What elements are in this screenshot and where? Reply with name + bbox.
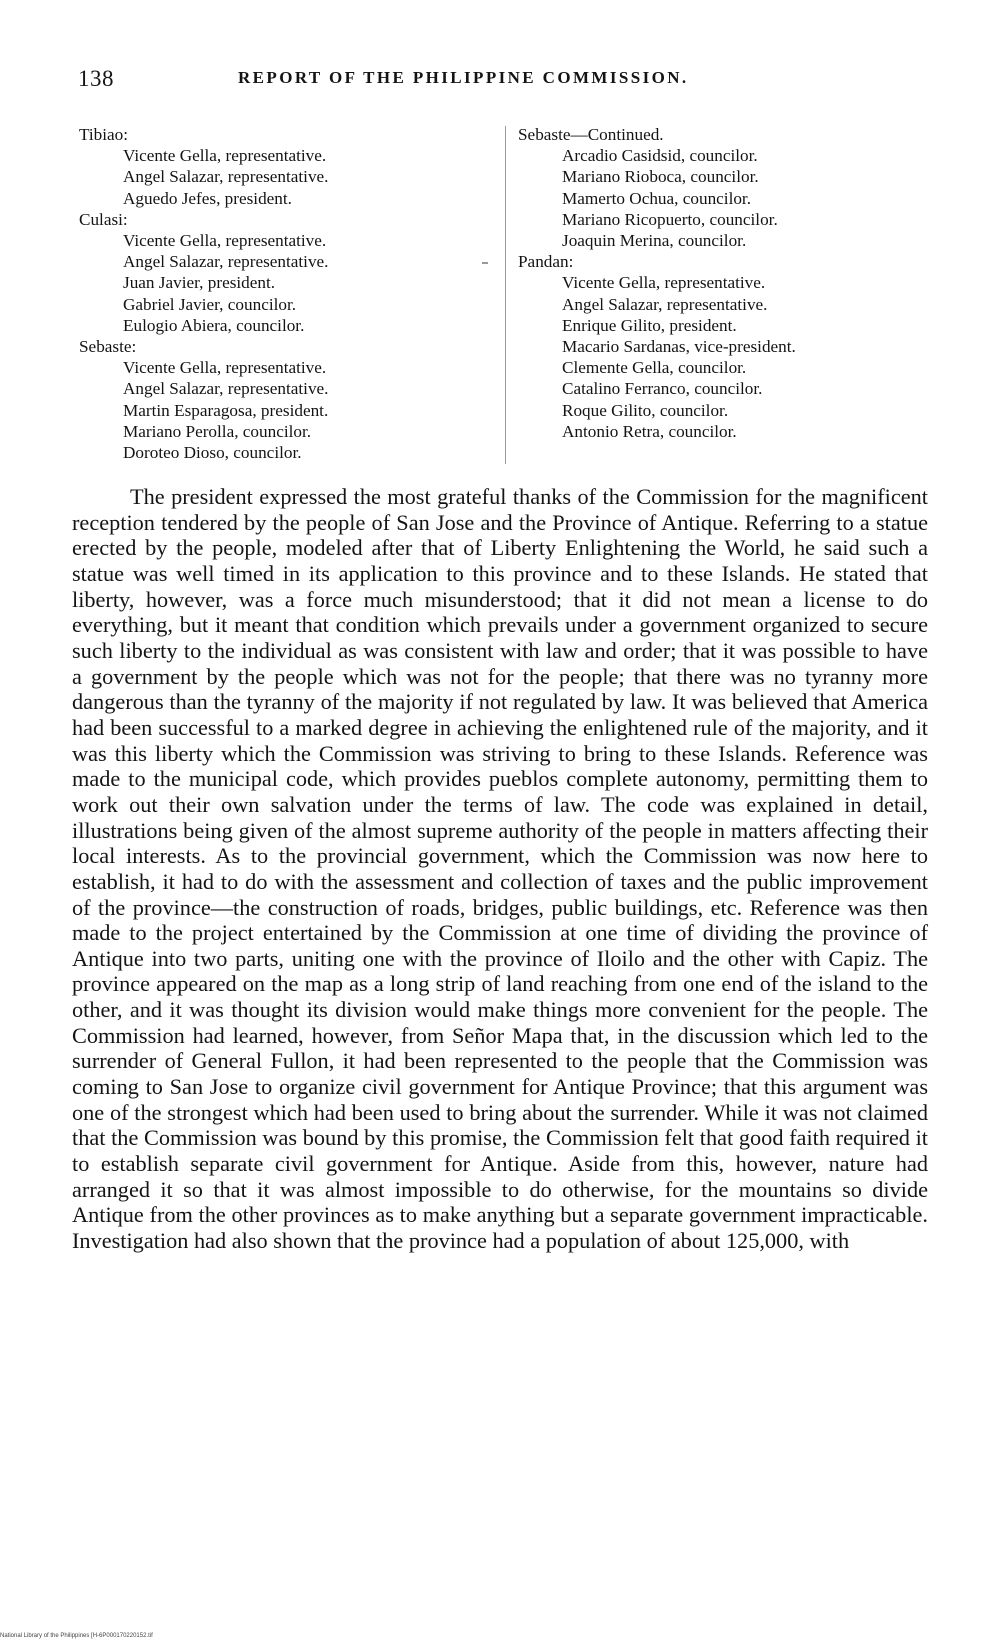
member-entry: Angel Salazar, representative. xyxy=(123,252,329,272)
member-entry: Mariano Ricopuerto, councilor. xyxy=(562,209,778,229)
member-entry: Mariano Rioboca, councilor. xyxy=(562,167,759,187)
member-entry: Gabriel Javier, councilor. xyxy=(123,294,297,314)
member-entry: Aguedo Jefes, president. xyxy=(123,188,292,208)
place-heading: Sebaste: xyxy=(79,337,137,357)
body-paragraph: The president expressed the most grateful thanks of the Commission for the magnificent reception tendered by the people of San Jose and the Province of Antique. Referring to a statue erected by the people, modeled after that of Liberty Enlightening the World, he said such a statue was well timed in its application to this province and to these Islands. He stated that liberty, however, was a force much misunderstood; that it did not mean a license to do everything, but it meant that condition which prevails under a government organized to secure such liberty to the individual as was consistent with law and order; that it was possible to have a government by the people which was not for the people; that there was no tyranny more dangerous than the tyranny of the majority if not regulated by law. It was believed that America had been successful to a marked degree in achieving the enlightened rule of the majority, and it was this liberty which the Commission was striving to bring to these Islands. Reference was made to the municipal code, which provides pueblos complete autonomy, permitting them to work out their own salvation under the terms of law. The code was explained in detail, illustrations being given of the almost supreme authority of the people in matters affecting their local interests. As to the provincial government, which the Commission was now here to establish, it had to do with the assessment and collection of taxes and the public improvement of the province—the construction of roads, bridges, public buildings, etc. Reference was then made to the project entertained by the Commission at one time of dividing the province of Antique into two parts, uniting one with the province of Iloilo and the other with Capiz. The province appeared on the map as a long strip of land reaching from one end of the island to the other, and it was thought its division would make things more convenient for the people. The Commission had learned, however, from Señor Mapa that, in the discussion which led to the surrender of General Fullon, it had been represented to the people that the Commission was coming to San Jose to organize civil government for Antique Province; that this argument was one of the strongest which had been used to bring about the surrender. While it was not claimed that the Commission was bound by this promise, the Commission felt that good faith required it to establish separate civil government for Antique. Aside from this, however, nature had arranged it so that it was almost impossible to do otherwise, for the mountains so divide Antique from the other provinces as to make anything but a separate government impracticable. Investigation had also shown that the province had a population of about 125,000, with xyxy=(72,484,928,1254)
member-entry: Angel Salazar, representative. xyxy=(123,167,329,187)
member-entry: Eulogio Abiera, councilor. xyxy=(123,315,305,335)
place-heading: Sebaste—Continued. xyxy=(518,125,664,144)
member-entry: Antonio Retra, councilor. xyxy=(562,421,737,441)
member-entry: Vicente Gella, representative. xyxy=(562,273,766,293)
member-entry: Doroteo Dioso, councilor. xyxy=(123,443,302,463)
member-entry: Angel Salazar, representative. xyxy=(123,379,329,399)
member-entry: Arcadio Casidsid, councilor. xyxy=(562,146,758,166)
page-number: 138 xyxy=(78,66,114,91)
member-entry: Vicente Gella, representative. xyxy=(123,146,327,166)
member-entry: Vicente Gella, representative. xyxy=(123,231,327,251)
member-entry: Joaquin Merina, councilor. xyxy=(562,231,747,251)
place-heading: Culasi: xyxy=(79,209,128,229)
member-entry: Enrique Gilito, president. xyxy=(562,315,737,335)
member-entry: Macario Sardanas, vice-president. xyxy=(562,337,796,357)
right-column xyxy=(518,124,938,442)
member-entry: Mariano Perolla, councilor. xyxy=(123,421,312,441)
member-entry: Angel Salazar, representative. xyxy=(562,294,768,314)
member-entry: Martin Esparagosa, president. xyxy=(123,400,329,420)
dash-mark xyxy=(482,262,488,264)
place-heading: Tibiao: xyxy=(79,125,129,144)
scan-footer: National Library of the Philippines [H-6P000170220152.tif xyxy=(0,1633,153,1639)
column-divider xyxy=(505,126,506,464)
member-entry: Roque Gilito, councilor. xyxy=(562,400,729,420)
place-heading: Pandan: xyxy=(518,252,574,272)
page-header xyxy=(78,66,778,100)
member-entry: Clemente Gella, councilor. xyxy=(562,358,747,378)
member-entry: Juan Javier, president. xyxy=(123,273,276,293)
running-title: REPORT OF THE PHILIPPINE COMMISSION. xyxy=(238,68,689,87)
member-entry: Catalino Ferranco, councilor. xyxy=(562,379,763,399)
left-column xyxy=(79,124,489,463)
member-entry: Vicente Gella, representative. xyxy=(123,358,327,378)
member-entry: Mamerto Ochua, councilor. xyxy=(562,188,752,208)
